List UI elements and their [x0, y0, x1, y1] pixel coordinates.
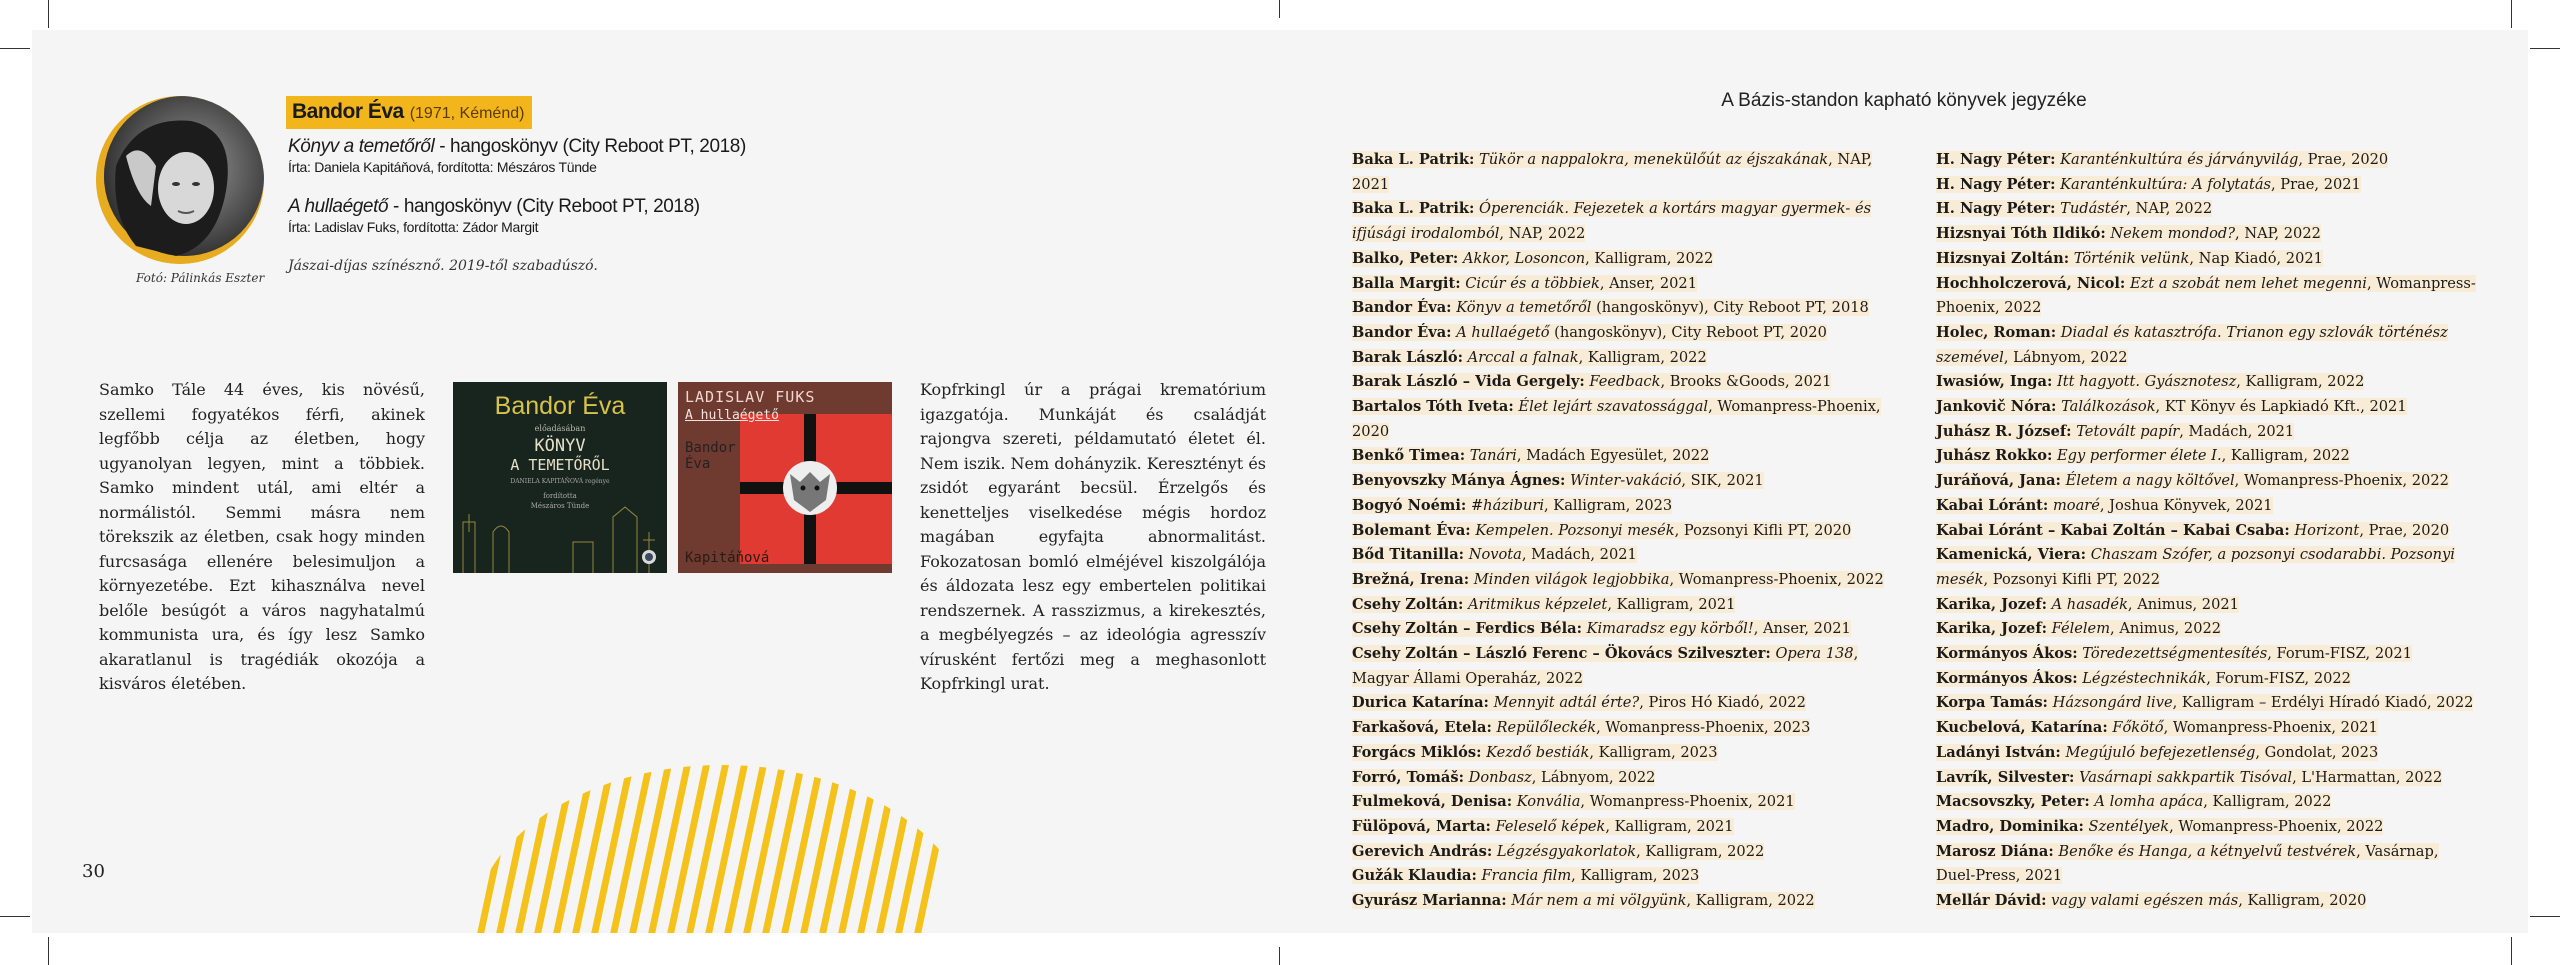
book-entry — [1352, 864, 1892, 889]
book-title: Házsongárd live — [2052, 694, 2173, 712]
book-author: H. Nagy Péter: — [1936, 151, 2056, 168]
book-publisher: , Lábnyom, 2022 — [2003, 348, 2128, 366]
book-title: moaré — [2052, 496, 2100, 514]
cover-author: Bandor Éva — [494, 392, 626, 420]
cover-author: LADISLAV FUKS — [685, 388, 816, 406]
book-title: Winter-vakáció — [1570, 472, 1682, 490]
book-title: Főkötő — [2112, 719, 2164, 737]
book-author: Bőd Titanilla: — [1352, 546, 1465, 564]
book-entry — [1352, 790, 1892, 815]
book-entry — [1936, 741, 2476, 766]
book-title: Akkor, Losoncon — [1462, 249, 1586, 267]
book-entry — [1936, 173, 2476, 198]
book-publisher: , Piros Hó Kiadó, 2022 — [1639, 694, 1806, 712]
book-entry — [1352, 716, 1892, 741]
book-publisher: , L'Harmattan, 2022 — [2292, 768, 2443, 786]
book-author: Ladányi István: — [1936, 743, 2061, 761]
book-publisher: , Womanpress-Phoenix, 2020 — [1352, 398, 1881, 440]
author-name: Bandor Éva — [292, 100, 404, 123]
book-title: Horizont — [2294, 521, 2360, 539]
book-title: Aritmikus képzelet — [1468, 595, 1608, 613]
book-publisher: , Womanpress-Phoenix, 2021 — [2163, 719, 2378, 737]
book-entry — [1936, 247, 2476, 272]
book-publisher: , NAP, 2022 — [2235, 225, 2321, 243]
book-publisher: , Madách, 2021 — [1521, 546, 1637, 564]
book-title: Karanténkultúra és járványvilág — [2060, 151, 2299, 168]
book-title: Novota — [1468, 546, 1522, 564]
book-entry — [1936, 593, 2476, 618]
book-entry — [1936, 840, 2476, 889]
crop-mark — [2511, 937, 2512, 965]
book-publisher: , Forum-FISZ, 2022 — [2206, 669, 2351, 687]
book-entry — [1936, 617, 2476, 642]
book-title: Légzéstechnikák — [2082, 669, 2207, 687]
book-title: Könyv a temetőről — [1456, 299, 1592, 317]
book-author: Kabai Lóránt: — [1936, 496, 2049, 514]
crop-mark — [2530, 48, 2560, 49]
book-author: H. Nagy Péter: — [1936, 200, 2056, 218]
book-entry — [1352, 272, 1892, 297]
book-publisher: (hangoskönyv), City Reboot PT, 2018 — [1591, 299, 1869, 317]
book-author: Juráňová, Jana: — [1936, 472, 2061, 490]
crop-mark — [0, 48, 30, 49]
book-entry — [1352, 741, 1892, 766]
book-entry — [1352, 469, 1892, 494]
crop-mark — [48, 937, 49, 965]
book-author: Macsovszky, Peter: — [1936, 793, 2090, 811]
book-publisher: , Kalligram, 2022 — [2203, 793, 2332, 811]
book-author: Benkő Timea: — [1352, 447, 1466, 465]
book-publisher: , Pozsonyi Kifli PT, 2022 — [1983, 570, 2161, 588]
book-title: Élet lejárt szavatossággal — [1518, 398, 1709, 416]
book-entry — [1352, 444, 1892, 469]
book-publisher: , Animus, 2021 — [2127, 595, 2239, 613]
book-title: Találkozások — [2061, 398, 2156, 416]
book-title: Cicúr és a többiek — [1465, 274, 1600, 292]
book-publisher: , Kalligram, 2023 — [1571, 867, 1700, 885]
cover-credit1: fordította — [543, 492, 577, 500]
book-publisher: , Animus, 2022 — [2110, 620, 2222, 638]
cover-credit2: Mészáros Tünde — [530, 502, 590, 510]
book-title: Opera 138 — [1775, 645, 1854, 663]
book-title: Feleselő képek — [1495, 817, 1606, 835]
book-publisher: , Anser, 2021 — [1599, 274, 1697, 292]
book-entry — [1936, 148, 2476, 173]
book-author: Bandor Éva: — [1352, 299, 1452, 317]
author-portrait — [96, 96, 264, 264]
book-title: Nekem mondod? — [2110, 225, 2236, 243]
book-author: Baka L. Patrik: — [1352, 200, 1475, 218]
book-entry — [1936, 889, 2476, 914]
book-entry — [1352, 395, 1892, 444]
book-entry — [1936, 494, 2476, 519]
book-publisher: , Madách Egyesület, 2022 — [1516, 447, 1710, 465]
sunburst-stripe — [471, 760, 521, 933]
book-entry — [1936, 272, 2476, 321]
book-publisher: , NAP, 2022 — [1499, 225, 1586, 243]
work-credit: Írta: Ladislav Fuks, fordította: Zádor Margit — [288, 219, 539, 235]
book-title: Mennyit adtál érte? — [1493, 694, 1640, 712]
book-publisher: , Womanpress-Phoenix, 2022 — [1669, 570, 1884, 588]
work-title: Könyv a temetőről — [288, 136, 435, 157]
book-list-column-1 — [1352, 148, 1892, 914]
book-entry — [1352, 766, 1892, 791]
book-publisher: , NAP, 2022 — [2126, 200, 2213, 218]
book-title: A lomha apáca — [2094, 793, 2204, 811]
book-entry — [1936, 519, 2476, 544]
crop-mark — [2530, 916, 2560, 917]
book-author: Fülöpová, Marta: — [1352, 817, 1491, 835]
book-publisher: , Nap Kiadó, 2021 — [2189, 249, 2323, 267]
book-publisher: , Kalligram, 2022 — [2221, 447, 2350, 465]
photo-credit: Fotó: Pálinkás Eszter — [136, 271, 265, 285]
author-name-tag — [286, 96, 532, 129]
book-publisher: , Womanpress-Phoenix, 2022 — [2169, 817, 2384, 835]
book-title: Kezdő bestiák — [1486, 743, 1590, 761]
book-title: Chaszam Szófer, a pozsonyi csodarabbi. Pozsonyi mesék — [1936, 546, 2455, 588]
crop-mark — [1279, 0, 1280, 18]
book-author: Gyurász Marianna: — [1352, 892, 1507, 910]
book-title: Tükör a nappalokra, menekülőút az éjszakának — [1479, 151, 1829, 168]
book-author: Korpa Tamás: — [1936, 694, 2048, 712]
book-author: Karika, Jozef: — [1936, 595, 2047, 613]
work-details: - hangoskönyv (City Reboot PT, 2018) — [434, 136, 746, 157]
cover-title-line2: A TEMETŐRŐL — [510, 456, 610, 474]
book-title: Tetovált papír — [2076, 422, 2180, 440]
book-publisher: , NAP, 2021 — [1352, 151, 1873, 193]
book-author: Iwasiów, Inga: — [1936, 373, 2053, 391]
book-title: Konvália — [1516, 793, 1581, 811]
book-author: Hizsnyai Tóth Ildikó: — [1936, 225, 2106, 243]
book-title: Arccal a falnak — [1467, 348, 1579, 366]
book-title: Tudástér — [2060, 200, 2127, 218]
book-author: Holec, Roman: — [1936, 323, 2057, 341]
book-title: Diadal és katasztrófa. Trianon egy szlovák történész szemével — [1936, 323, 2448, 366]
book-entry — [1936, 197, 2476, 222]
book-title: A hasadék — [2051, 595, 2128, 613]
book-title: Már nem a mi völgyünk — [1511, 892, 1687, 910]
left-page — [32, 30, 1280, 933]
book-publisher: , Prae, 2020 — [2298, 151, 2389, 168]
cover-footer: Kapitáňová — [685, 550, 770, 566]
book-entry — [1352, 568, 1892, 593]
book-author: Bandor Éva: — [1352, 323, 1452, 341]
crop-mark — [1279, 947, 1280, 965]
book-author: Brežná, Irena: — [1352, 570, 1470, 588]
sunburst-stripe — [462, 760, 483, 933]
book-entry — [1352, 691, 1892, 716]
book-title: Karanténkultúra: A folytatás — [2060, 175, 2272, 193]
book-entry — [1936, 691, 2476, 716]
book-entry — [1352, 247, 1892, 272]
book-title: Megújuló befejezetlenség — [2065, 743, 2256, 761]
book-publisher: , Kalligram, 2022 — [1686, 892, 1815, 910]
book-entry — [1352, 593, 1892, 618]
book-publisher: , Kalligram, 2022 — [1636, 842, 1765, 860]
book-author: Marosz Diána: — [1936, 842, 2054, 860]
book-author: Kucbelová, Katarína: — [1936, 719, 2108, 737]
book-author: Baka L. Patrik: — [1352, 151, 1475, 168]
book-publisher: , Prae, 2021 — [2271, 175, 2361, 193]
book-title: Francia film — [1481, 867, 1572, 885]
book-publisher: , Anser, 2021 — [1753, 620, 1851, 638]
book-entry — [1352, 617, 1892, 642]
book-entry — [1352, 494, 1892, 519]
book-entry — [1352, 148, 1892, 197]
book-author: Fulmeková, Denisa: — [1352, 793, 1513, 811]
book-author: Durica Katarína: — [1352, 694, 1489, 712]
book-entry — [1936, 444, 2476, 469]
book-title: Tanári — [1469, 447, 1517, 465]
book-publisher: , Lábnyom, 2022 — [1531, 768, 1656, 786]
book-entry — [1352, 840, 1892, 865]
book-title: Repülőleckék — [1496, 719, 1597, 737]
book-author: Kormányos Ákos: — [1936, 669, 2078, 687]
book-author: Lavrík, Silvester: — [1936, 768, 2075, 786]
cover-small-text: DANIELA KAPITÁŇOVÁ regénye — [510, 478, 610, 485]
cover-konyv-a-temetorol — [453, 382, 667, 573]
book-entry — [1936, 543, 2476, 592]
book-publisher: , Kalligram, 2022 — [1578, 348, 1707, 366]
book-title: Légzésgyakorlatok — [1496, 842, 1637, 860]
book-author: Benyovszky Mánya Ágnes: — [1352, 472, 1566, 490]
book-publisher: , Womanpress-Phoenix, 2021 — [1580, 793, 1795, 811]
book-title: Kempelen. Pozsonyi mesék — [1475, 521, 1675, 539]
book-entry — [1936, 395, 2476, 420]
book-author: Jankovič Nóra: — [1936, 398, 2057, 416]
book-author: Balla Margit: — [1352, 274, 1461, 292]
book-publisher: , Kalligram, 2023 — [1544, 496, 1673, 514]
book-author: Csehy Zoltán: — [1352, 595, 1464, 613]
book-author: Barak László: — [1352, 348, 1464, 366]
book-author: Madro, Dominika: — [1936, 817, 2084, 835]
book-title: Ezt a szobát nem lehet megenni — [2129, 274, 2367, 292]
book-author: Kabai Lóránt – Kabai Zoltán – Kabai Csaba: — [1936, 521, 2290, 539]
book-entry — [1936, 667, 2476, 692]
book-publisher: , Kalligram, 2021 — [1605, 817, 1734, 835]
book-author: Csehy Zoltán – Ferdics Béla: — [1352, 620, 1582, 638]
book-title: #háziburi — [1470, 496, 1545, 514]
decorative-sunburst — [462, 760, 982, 933]
book-title: Benőke és Hanga, a kétnyelvű testvérek — [2058, 842, 2357, 860]
book-entry — [1936, 642, 2476, 667]
book-title: Minden világok legjobbika — [1473, 570, 1670, 588]
book-title: Óperenciák. Fejezetek a kortárs magyar gyermek- és ifjúsági irodalomból — [1352, 200, 1872, 243]
book-publisher: , Womanpress-Phoenix, 2022 — [2234, 472, 2449, 490]
work-title: A hullaégető — [288, 196, 389, 217]
book-entry — [1936, 370, 2476, 395]
book-publisher: , Brooks &Goods, 2021 — [1660, 373, 1832, 391]
book-title: Félelem — [2051, 620, 2111, 638]
book-publisher: , Pozsonyi Kifli PT, 2020 — [1674, 521, 1852, 539]
book-entry — [1352, 370, 1892, 395]
book-title: vagy valami egészen más — [2051, 892, 2239, 910]
right-page — [1280, 30, 2528, 933]
book-entry — [1936, 790, 2476, 815]
book-entry — [1352, 889, 1892, 914]
cover-reader-line2: Éva — [685, 456, 711, 472]
book-author: Kormányos Ákos: — [1936, 645, 2078, 663]
cover-subtitle: előadásában — [534, 424, 586, 433]
book-author: Bogyó Noémi: — [1352, 496, 1467, 514]
book-author: Barak László – Vida Gergely: — [1352, 373, 1585, 391]
book-author: Karika, Jozef: — [1936, 620, 2047, 638]
crop-mark — [0, 916, 30, 917]
book-title: Életem a nagy költővel — [2065, 472, 2235, 490]
book-publisher: , Kalligram, 2022 — [1585, 249, 1714, 267]
page-number: 30 — [82, 861, 105, 882]
cover-title: A hullaégető — [685, 408, 779, 423]
book-author: Juhász R. József: — [1936, 422, 2072, 440]
book-publisher: , Vasárnap, Duel-Press, 2021 — [1936, 842, 2439, 885]
book-publisher: (hangoskönyv), City Reboot PT, 2020 — [1549, 323, 1827, 341]
book-entry — [1936, 420, 2476, 445]
book-list-title: A Bázis-standon kapható könyvek jegyzéke — [1721, 90, 2087, 111]
book-publisher: , Gondolat, 2023 — [2255, 743, 2379, 761]
book-title: Itt hagyott. Gyásznotesz — [2057, 373, 2237, 391]
book-entry — [1352, 321, 1892, 346]
crop-mark — [2511, 0, 2512, 28]
book-author: Hochholczerová, Nicol: — [1936, 274, 2126, 292]
book-list-column-2 — [1936, 148, 2476, 914]
book-author: Mellár Dávid: — [1936, 892, 2047, 910]
work-credit: Írta: Daniela Kapitáňová, fordította: Mészáros Tünde — [288, 159, 597, 175]
book-spread — [32, 30, 2528, 933]
book-author: Balko, Peter: — [1352, 249, 1459, 267]
book-author: Kamenická, Viera: — [1936, 546, 2087, 564]
book-author: Bartalos Tóth Iveta: — [1352, 398, 1514, 416]
sunburst-stripe — [490, 760, 540, 933]
book-publisher: , Kalligram, 2022 — [2236, 373, 2365, 391]
author-birth: (1971, Kéménd) — [409, 105, 525, 122]
description-text: Kopfrkingl úr a prágai krematórium igazgatója. Munkáját és családját rajongva szereti, példamutató életet él. Nem iszik. Nem dohányzik. Keresztényt és zsidót egyaránt becsül. Érzelgős és kenetteljes viselkedése mégis hordoz magában egyfajta abnormalitást. Fokozatosan bomló elméjével kiszolgálója és áldozata lesz egy embertelen politikai rendszernek. A rasszizmus, a kirekesztés, a megbélyegzés – az ideológia agresszív vírusként fertőzi meg a meghasonlott Kopfrkingl urat. — [920, 380, 1266, 693]
book-author: Gerevich András: — [1352, 842, 1493, 860]
sunburst-stripe — [462, 760, 502, 933]
book-publisher: , Kalligram, 2023 — [1589, 743, 1718, 761]
book-title: Egy performer élete I. — [2057, 447, 2222, 465]
book-title: Kimaradsz egy körből! — [1586, 620, 1754, 638]
book-entry — [1352, 543, 1892, 568]
book-author: Bolemant Éva: — [1352, 521, 1471, 539]
cover-title-line1: KÖNYV — [534, 436, 586, 456]
book-author: Gužák Klaudia: — [1352, 867, 1477, 885]
book-publisher: , SIK, 2021 — [1681, 472, 1764, 490]
work-item — [288, 196, 700, 235]
book-entry — [1352, 346, 1892, 371]
book-entry — [1352, 815, 1892, 840]
book-entry — [1352, 197, 1892, 246]
book-author: Forró, Tomáš: — [1352, 768, 1464, 786]
book-author: Juhász Rokko: — [1936, 447, 2053, 465]
description-text: Samko Tále 44 éves, kis növésű, szellemi fogyatékos férfi, akinek legfőbb célja az életben, hogy ugyanolyan legyen, mint a többiek. Samko mindent utál, ami eltér a normálistól. Semmi másra nem törekszik az életben, csak hogy minden furcsasága ellenére belesimuljon a környezetébe. Ezt kihasználva nevel belőle besúgót a város nagyhatalmú kommunista ura, és így lesz Samko akaratlanul is tragédiák okozója a kisváros életében. — [99, 380, 425, 693]
book-entry — [1936, 766, 2476, 791]
book-title: Töredezettségmentesítés — [2082, 645, 2268, 663]
book-author: Forgács Miklós: — [1352, 743, 1482, 761]
book-entry — [1936, 469, 2476, 494]
book-publisher: , Prae, 2020 — [2359, 521, 2450, 539]
book-publisher: , Womanpress-Phoenix, 2022 — [1936, 274, 2476, 317]
book-title: Donbasz — [1468, 768, 1532, 786]
book-title: A hullaégető — [1456, 323, 1550, 341]
book-entry — [1352, 642, 1892, 691]
book-entry — [1936, 716, 2476, 741]
book-entry — [1352, 519, 1892, 544]
book-publisher: , Madách, 2021 — [2179, 422, 2295, 440]
book-entry — [1936, 321, 2476, 370]
author-award: Jászai-díjas színésznő. 2019-től szabadúszó. — [288, 258, 598, 274]
book-entry — [1936, 815, 2476, 840]
book-title: Vasárnapi sakkpartik Tisóval — [2079, 768, 2293, 786]
work-item — [288, 136, 746, 175]
book-author: Csehy Zoltán – László Ferenc – Ökovács Szilveszter: — [1352, 645, 1771, 663]
book-author: Farkašová, Etela: — [1352, 719, 1492, 737]
book-title: Feedback — [1589, 373, 1661, 391]
crop-mark — [48, 0, 49, 28]
book-publisher: , Kalligram – Erdélyi Híradó Kiadó, 2022 — [2172, 694, 2474, 712]
book-publisher: , Joshua Könyvek, 2021 — [2099, 496, 2273, 514]
book-publisher: , Magyar Állami Operaház, 2022 — [1352, 645, 1859, 687]
book-publisher: , Kalligram, 2021 — [1607, 595, 1736, 613]
book-title: Történik velünk — [2073, 249, 2190, 267]
cover-a-hullaegeto — [678, 382, 892, 573]
book-entry — [1936, 222, 2476, 247]
book-entry — [1352, 296, 1892, 321]
book-publisher: , KT Könyv és Lapkiadó Kft., 2021 — [2155, 398, 2407, 416]
book-publisher: , Womanpress-Phoenix, 2023 — [1596, 719, 1811, 737]
book-author: H. Nagy Péter: — [1936, 175, 2056, 193]
work-details: - hangoskönyv (City Reboot PT, 2018) — [388, 196, 700, 217]
book-title: Szentélyek — [2088, 817, 2170, 835]
book-publisher: , Kalligram, 2020 — [2238, 892, 2367, 910]
book-author: Hizsnyai Zoltán: — [1936, 249, 2070, 267]
book-publisher: , Forum-FISZ, 2021 — [2267, 645, 2412, 663]
cover-reader-line1: Bandor — [685, 440, 736, 456]
